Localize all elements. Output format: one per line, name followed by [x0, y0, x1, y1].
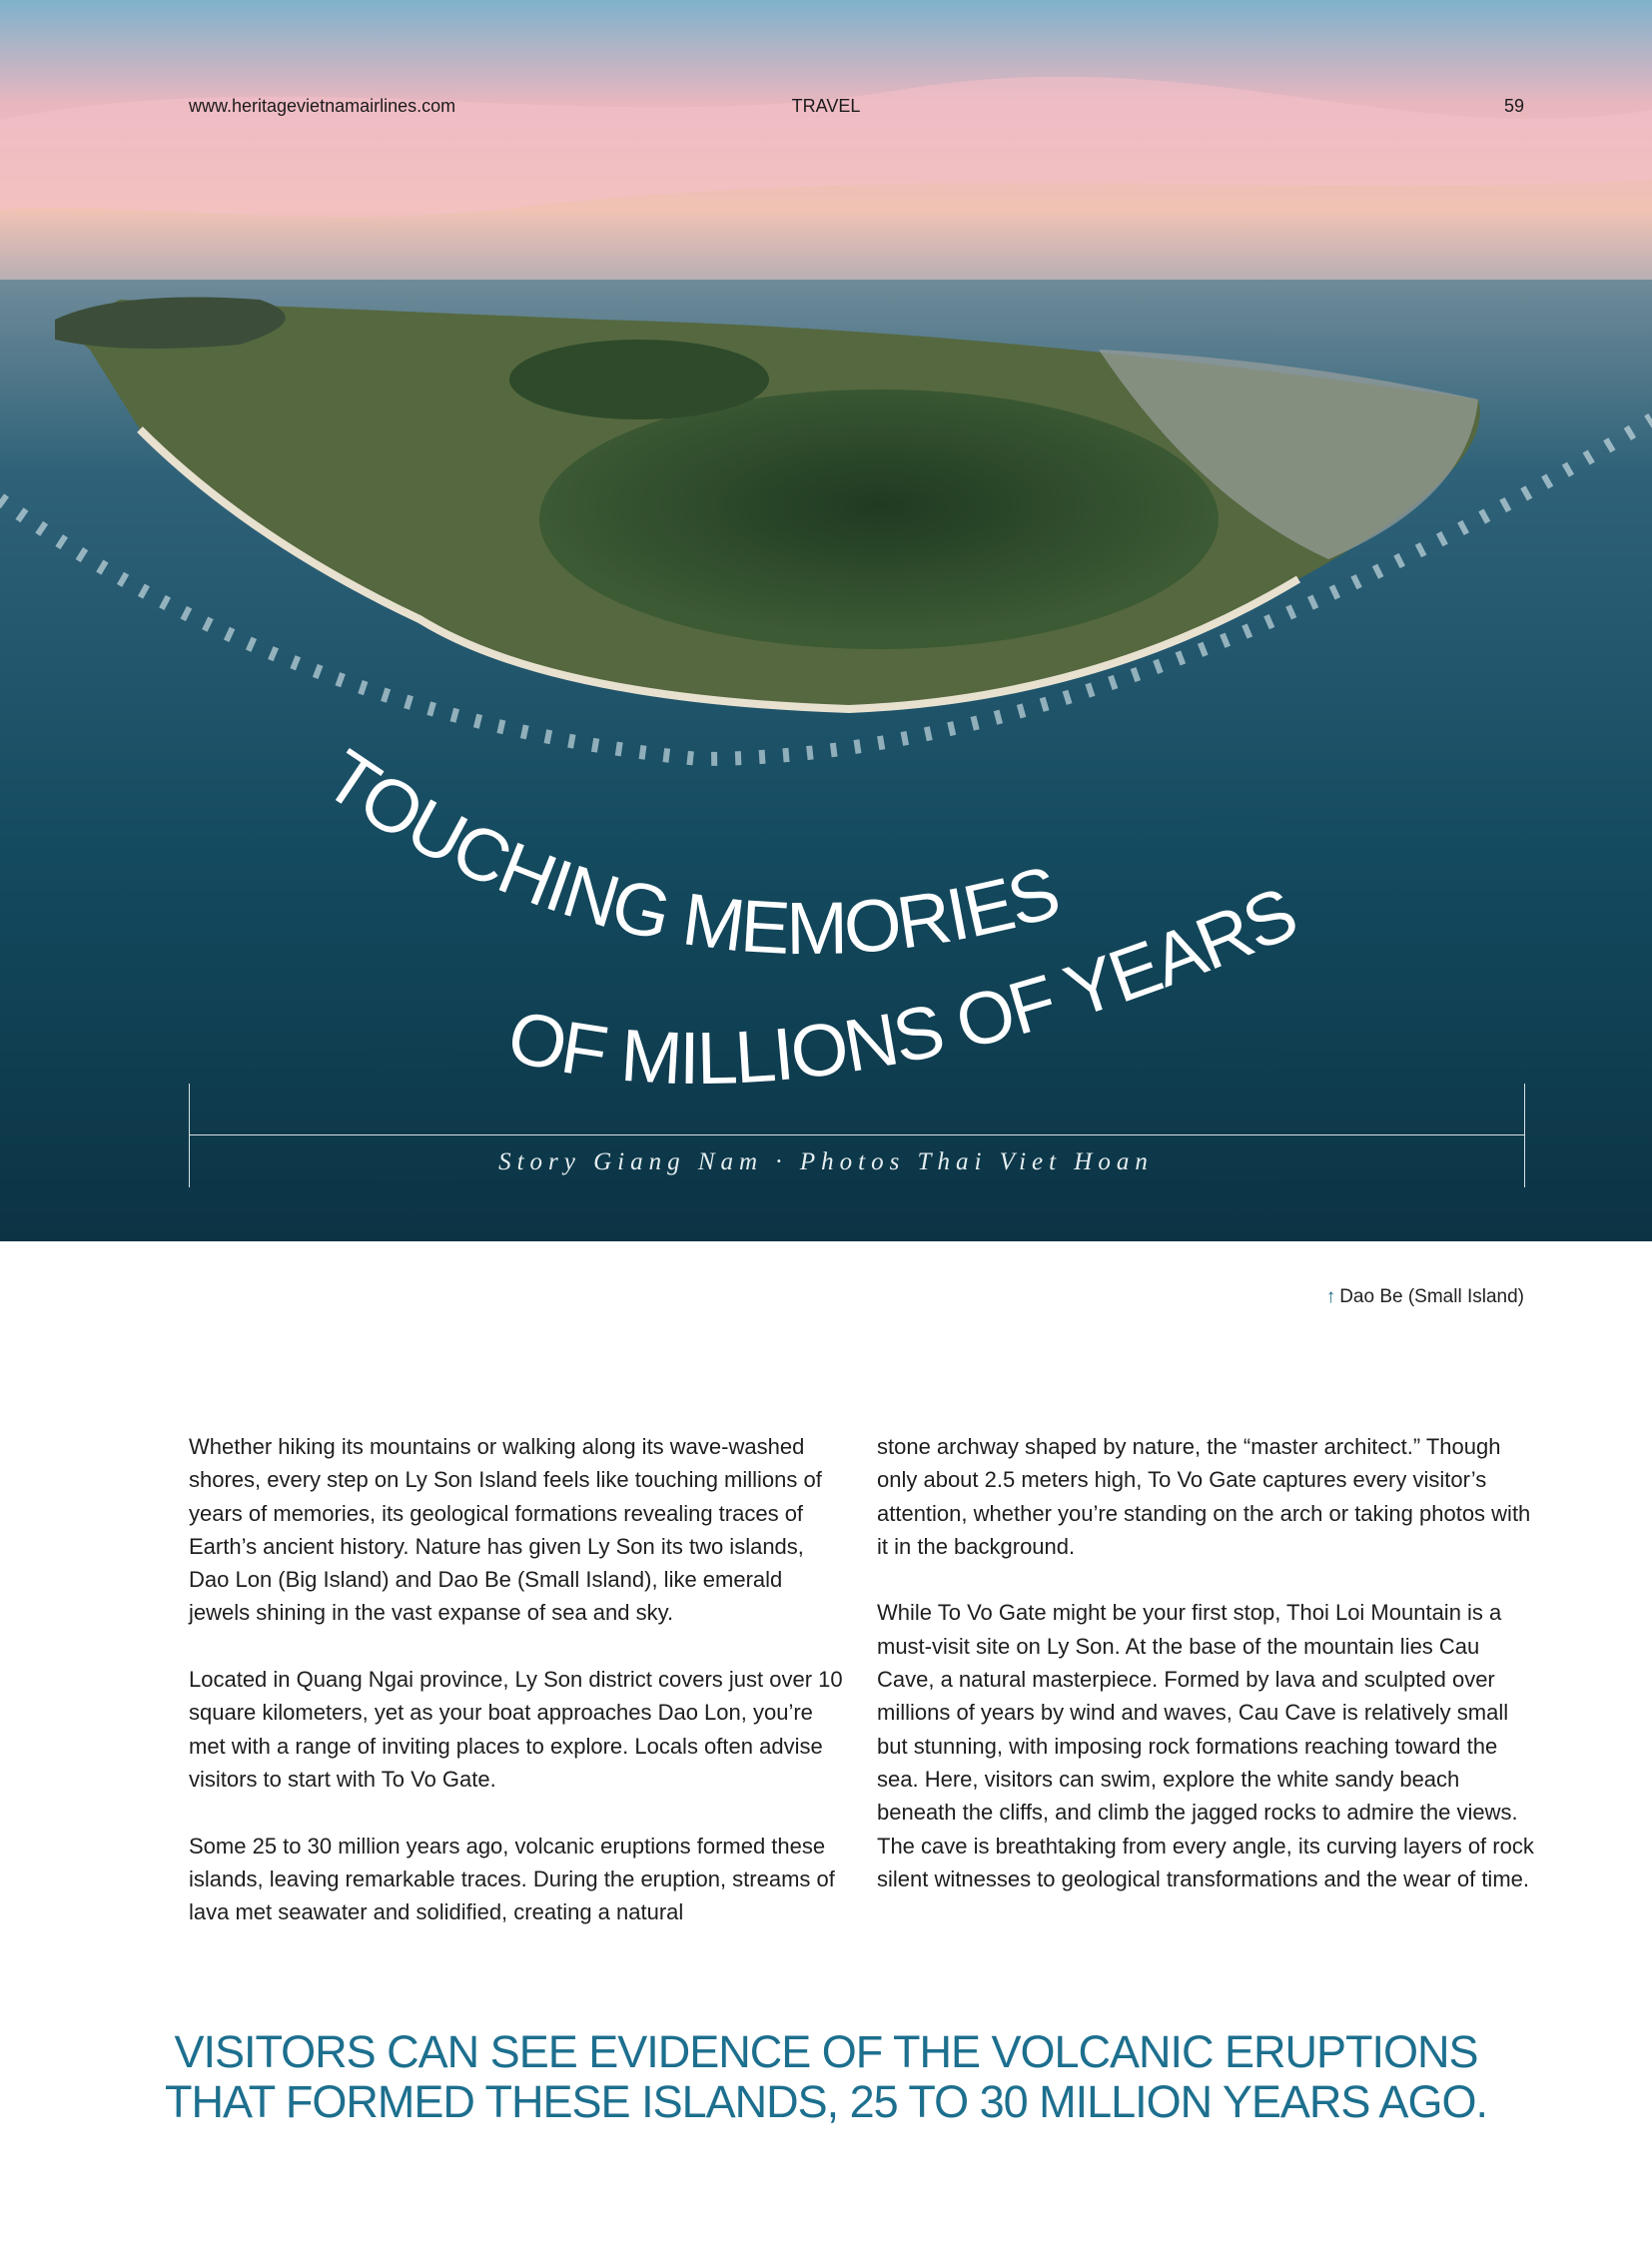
body-column-left	[189, 1430, 848, 1962]
paragraph: stone archway shaped by nature, the “master architect.” Though only about 2.5 meters high, To Vo Gate captures every visitor’s attention, whether you’re standing on the arch or taking photos with it in the background.	[877, 1434, 1531, 1559]
title-line2: OF MILLIONS OF YEARS	[500, 871, 1307, 1101]
body-column-right	[877, 1430, 1536, 1928]
paragraph: Located in Quang Ngai province, Ly Son district covers just over 10 square kilometers, yet as your boat approaches Dao Lon, you’re met with a range of inviting places to explore. Locals often advise visitors to start with To Vo Gate.	[189, 1667, 843, 1792]
website-url[interactable]: www.heritagevietnamairlines.com	[189, 96, 456, 116]
photo-caption	[1326, 1286, 1524, 1308]
arrow-up-icon: ↑	[1325, 1286, 1336, 1307]
frame-divider	[189, 1134, 1524, 1135]
pull-quote-line1: VISITORS CAN SEE EVIDENCE OF THE VOLCANIC ERUPTIONS	[174, 2026, 1478, 2077]
paragraph: While To Vo Gate might be your first stop, Thoi Loi Mountain is a must-visit site on Ly Son. At the base of the mountain lies Cau Cave, a natural masterpiece. Formed by lava and sculpted over millions of years by wind and waves, Cau Cave is relatively small but stunning, with imposing rock formations reaching toward the sea. Here, visitors can swim, explore the white sandy beach beneath the cliffs, and climb the jagged rocks to admire the views. The cave is breathtaking from every angle, its curving layers of rock silent witnesses to geological transformations and the wear of time.	[877, 1600, 1534, 1891]
page-number: 59	[1503, 96, 1524, 116]
pull-quote	[0, 2027, 1652, 2127]
title-line1: TOUCHING MEMORIES	[311, 733, 1067, 971]
paragraph: Whether hiking its mountains or walking along its wave-washed shores, every step on Ly Son Island feels like touching millions of years of memories, its geological formations revealing traces of Earth’s ancient history. Nature has given Ly Son its two islands, Dao Lon (Big Island) and Dao Be (Small Island), like emerald jewels shining in the vast expanse of sea and sky.	[189, 1434, 822, 1626]
paragraph: Some 25 to 30 million years ago, volcanic eruptions formed these islands, leaving remarkable traces. During the eruption, streams of lava met seawater and solidified, creating a natural	[189, 1833, 835, 1925]
byline: Story Giang Nam · Photos Thai Viet Hoan	[498, 1148, 1154, 1175]
pull-quote-line2: THAT FORMED THESE ISLANDS, 25 TO 30 MILLION YEARS AGO.	[165, 2076, 1487, 2127]
caption-text: Dao Be (Small Island)	[1339, 1286, 1524, 1307]
section-label: TRAVEL	[791, 96, 861, 116]
